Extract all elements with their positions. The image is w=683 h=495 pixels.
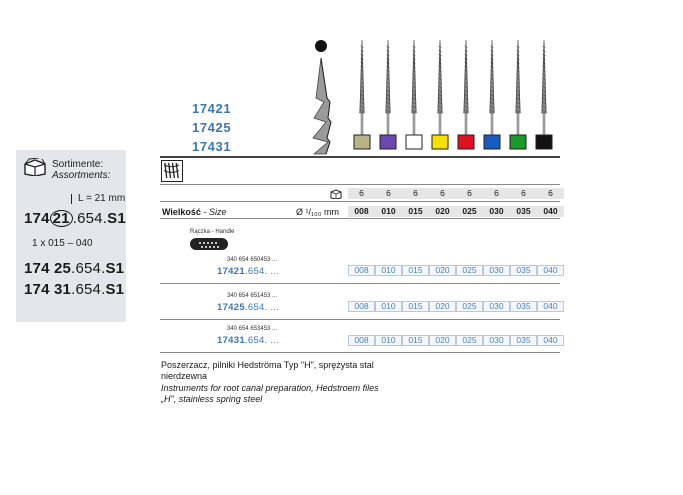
handle-icon: [190, 238, 228, 250]
file-icon: [432, 40, 448, 149]
diameter-label: Ø ¹/₁₀₀ mm: [296, 207, 340, 217]
assortment-code-2: 174 25.654.S1: [24, 260, 125, 277]
pack-count-cell: 6: [456, 188, 483, 199]
size-value-cell: 035: [510, 301, 537, 312]
row-product-code: 17431.654. ...: [217, 335, 280, 346]
size-value-cell: 025: [456, 335, 483, 346]
file-icon: [406, 40, 422, 149]
pack-count-cell: 6: [375, 188, 402, 199]
table-top-rule: [160, 156, 560, 158]
row-product-code: 17425.654. ...: [217, 302, 280, 313]
file-pictogram-icon: [161, 160, 183, 182]
assortment-code-3: 174 31.654.S1: [24, 281, 125, 298]
size-value-cell: 025: [456, 265, 483, 276]
assortment-code-1: 174 21 .654.S1: [24, 210, 126, 227]
size-header-cell: 040: [537, 206, 564, 217]
size-header-cell: 015: [402, 206, 429, 217]
row-reference: 340 654 653453 ...: [227, 326, 278, 332]
size-header-cell: 008: [348, 206, 375, 217]
pack-count-cell: 6: [402, 188, 429, 199]
size-value-cell: 040: [537, 335, 564, 346]
product-code-2: 17425: [192, 120, 232, 135]
assortment-label: Sortimente:: [52, 159, 104, 170]
size-value-cell: 010: [375, 301, 402, 312]
description-pl-1: Poszerzacz, pilniki Hedströma Typ "H", sprężysta stal: [161, 360, 374, 370]
size-value-cell: 008: [348, 265, 375, 276]
size-value-cell: 025: [456, 301, 483, 312]
pack-count-cell: 6: [510, 188, 537, 199]
file-icon: [380, 40, 396, 149]
size-value-cell: 030: [483, 335, 510, 346]
product-code-3: 17431: [192, 139, 232, 154]
row-rule: [160, 319, 560, 320]
size-value-cell: 008: [348, 335, 375, 346]
row-rule: [160, 352, 560, 353]
row-rule: [160, 283, 560, 284]
assortment-label-en: Assortments:: [52, 170, 111, 181]
row-reference: 340 654 650453 ...: [227, 257, 278, 263]
size-header-cell: 010: [375, 206, 402, 217]
size-value-cell: 035: [510, 335, 537, 346]
size-header-cell: 035: [510, 206, 537, 217]
pack-count-cell: 6: [483, 188, 510, 199]
size-value-cell: 015: [402, 301, 429, 312]
size-header-cell: 025: [456, 206, 483, 217]
size-header-cell: 030: [483, 206, 510, 217]
tip-dot-icon: [315, 40, 327, 52]
size-value-cell: 015: [402, 265, 429, 276]
size-value-cell: 035: [510, 265, 537, 276]
size-value-cell: 015: [402, 335, 429, 346]
assortment-card: [16, 150, 126, 322]
length-circle: 21: [50, 210, 73, 227]
size-value-cell: 020: [429, 335, 456, 346]
file-icon: [510, 40, 526, 149]
enlarged-file-tip-icon: [313, 58, 331, 154]
length-marker: [71, 194, 72, 204]
box-icon: [24, 158, 46, 176]
size-value-cell: 040: [537, 265, 564, 276]
size-header-cell: 020: [429, 206, 456, 217]
assortment-sizes: 1 x 015 – 040: [32, 238, 93, 249]
table-rule-2: [160, 201, 560, 202]
table-rule-1: [160, 184, 560, 185]
size-value-cell: 020: [429, 301, 456, 312]
size-value-cell: 020: [429, 265, 456, 276]
size-value-cell: 030: [483, 301, 510, 312]
size-value-cell: 040: [537, 301, 564, 312]
pack-count-cell: 6: [537, 188, 564, 199]
handle-label: Rączka - Handle: [190, 229, 235, 235]
pack-icon: [330, 188, 342, 199]
file-icon: [354, 40, 370, 149]
description-pl-2: nierdzewna: [161, 371, 208, 381]
description-en-2: „H", stainless spring steel: [161, 394, 263, 404]
file-icon: [484, 40, 500, 149]
file-illustrations: [300, 38, 570, 156]
file-icon: [536, 40, 552, 149]
size-value-cell: 008: [348, 301, 375, 312]
row-reference: 340 654 651453 ...: [227, 293, 278, 299]
length-label: L = 21 mm: [78, 193, 126, 204]
size-label: Wielkość - Size: [162, 207, 227, 217]
size-value-cell: 010: [375, 335, 402, 346]
description-en-1: Instruments for root canal preparation, Hedstroem files: [161, 383, 379, 393]
row-product-code: 17421.654. ...: [217, 266, 280, 277]
size-value-cell: 010: [375, 265, 402, 276]
file-icon: [458, 40, 474, 149]
pack-count-cell: 6: [429, 188, 456, 199]
product-code-1: 17421: [192, 101, 232, 116]
table-rule-3: [160, 218, 560, 219]
pack-count-cell: 6: [348, 188, 375, 199]
size-value-cell: 030: [483, 265, 510, 276]
